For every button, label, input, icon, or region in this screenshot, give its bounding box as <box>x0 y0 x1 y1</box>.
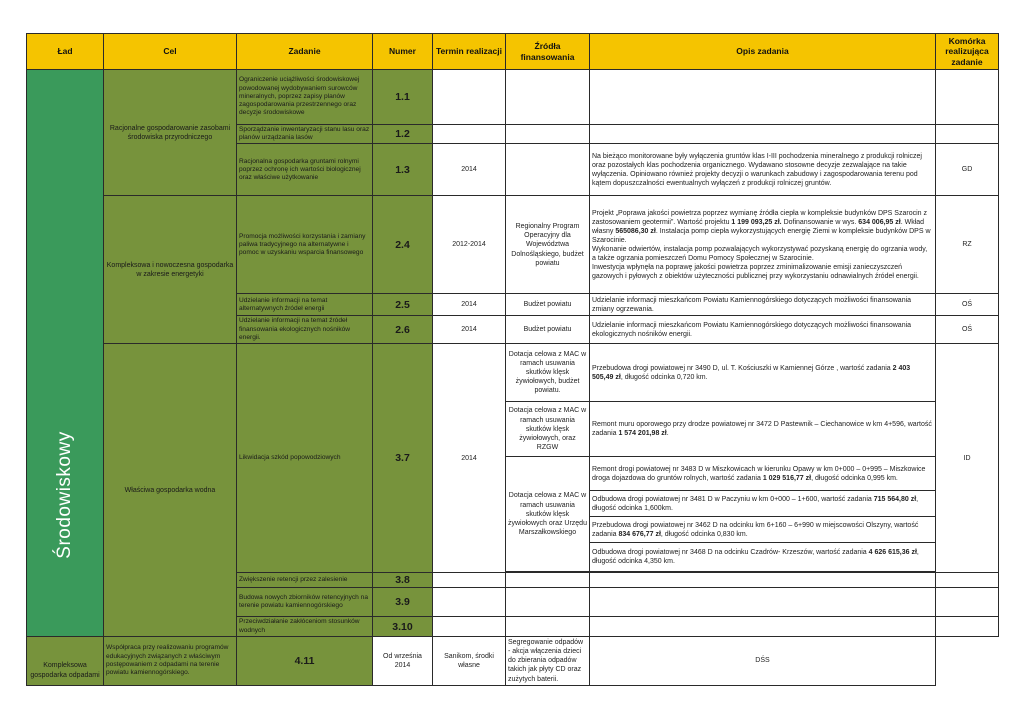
numer-cell: 3.8 <box>373 573 433 588</box>
zrodla-cell: Sanikom, środki własne <box>433 637 506 685</box>
zadanie-cell: Budowa nowych zbiorników retencyjnych na terenie powiatu kamiennogórskiego <box>237 588 373 617</box>
numer-cell: 1.2 <box>373 125 433 144</box>
komorka-cell <box>936 588 999 617</box>
numer-cell: 4.11 <box>237 637 373 685</box>
numer-cell: 2.5 <box>373 294 433 316</box>
opis-cell: Odbudowa drogi powiatowej nr 3468 D na odcinku Czadrów- Krzeszów, wartość zadania 4 626 615,36 zł, długość odcinka 4,350 km. <box>590 543 936 572</box>
header-numer: Numer <box>373 34 433 70</box>
lad-cell <box>27 70 104 637</box>
zadanie-cell: Zwiększenie retencji przez zalesienie <box>237 573 373 588</box>
numer-cell: 1.1 <box>373 70 433 125</box>
opis-cell: Na bieżąco monitorowane były wyłączenia gruntów klas I-III pochodzenia mineralnego z produkcji rolniczej oraz pozostałych klas pochodzenia organicznego. Wydawano stosowne decyzje zezwalające na takie wyłączenia. Opiniowano również projekty decyzji o warunkach zabudowy i zagospodarowania terenu pod kątem dopuszczalności ewentualnych wyłączeń z produkcji rolniczej gruntów. <box>590 144 936 196</box>
opis-cell: Odbudowa drogi powiatowej nr 3481 D w Paczyniu w km 0+000 – 1+600, wartość zadania 715 564,80 zł, długość odcinka 1,600km. <box>590 491 936 517</box>
komorka-cell: OŚ <box>936 294 999 316</box>
opis-cell: Projekt „Poprawa jakości powietrza poprzez wymianę źródła ciepła w kompleksie budynków DPS Szarocin z zastosowaniem geotermii”. Wartość projektu 1 199 093,25 zł. Dofinansowanie w wys. 634 006,95 zł. Wkład własny 565086,30 zł. Instalacja pomp ciepła wykorzystujących energię Ziemi w kompleksie budynków DPS w Szarocinie. Wykonanie odwiertów, instalacja pomp pozwalających wykorzystywać pozyskaną energię do ogrzania wody, a także ogrzania pomieszczeń Domu Pomocy Społecznej w Szarocinie. Inwestycja wpłynęła na poprawę jakości powietrza poprzez zminimalizowanie emisji zanieczyszczeń gazowych i pyłowych z obiektów użyteczności publicznej przy wykorzystaniu odnawialnych źródeł energii. <box>590 196 936 294</box>
numer-cell: 1.3 <box>373 144 433 196</box>
termin-cell <box>433 125 506 144</box>
zrodla-cell: Budżet powiatu <box>506 316 590 344</box>
komorka-cell <box>936 70 999 125</box>
lad-label: Środowiskowy <box>54 431 75 559</box>
zadanie-cell: Udzielanie informacji na temat źródeł finansowania ekologicznych nośników energii. <box>237 316 373 344</box>
termin-cell <box>433 70 506 125</box>
termin-cell <box>433 588 506 617</box>
zadanie-cell: Sporządzanie inwentaryzacji stanu lasu oraz planów urządzania lasów <box>237 125 373 144</box>
zrodla-cell: Dotacja celowa z MAC w ramach usuwania skutków klęsk żywiołowych, budżet powiatu. <box>506 344 590 402</box>
header-komorka: Komórka realizująca zadanie <box>936 34 999 70</box>
termin-cell: 2012-2014 <box>433 196 506 294</box>
tasks-table <box>26 33 999 686</box>
opis-cell: Remont drogi powiatowej nr 3483 D w Miszkowicach w kierunku Opawy w km 0+000 – 0+995 – Miszkowice droga dojazdowa do gruntów rolnych, wartość zadania 1 029 516,77 zł, długość odcinka 0,995 km. <box>590 457 936 491</box>
cel-cell: Właściwa gospodarka wodna <box>104 344 237 637</box>
zrodla-cell: Budżet powiatu <box>506 294 590 316</box>
komorka-cell: RZ <box>936 196 999 294</box>
komorka-cell: ID <box>936 344 999 573</box>
zadanie-cell: Racjonalna gospodarka gruntami rolnymi poprzez ochronę ich wartości biologicznej oraz właściwe użytkowanie <box>237 144 373 196</box>
header-zadanie: Zadanie <box>237 34 373 70</box>
numer-cell: 3.7 <box>373 344 433 573</box>
opis-cell: Przebudowa drogi powiatowej nr 3490 D, ul. T. Kościuszki w Kamiennej Górze , wartość zadania 2 403 505,49 zł, długość odcinka 0,720 km. <box>590 344 936 402</box>
header-zrodla: Źródła finansowania <box>506 34 590 70</box>
zadanie-cell: Ograniczenie uciążliwości środowiskowej powodowanej wydobywaniem surowców mineralnych, poprzez zapisy planów zagospodarowania przestrzennego oraz decyzje środowiskowe <box>237 70 373 125</box>
termin-cell <box>433 573 506 588</box>
termin-cell: 2014 <box>433 144 506 196</box>
cel-cell: Racjonalne gospodarowanie zasobami środowiska przyrodniczego <box>104 70 237 196</box>
opis-cell: Udzielanie informacji mieszkańcom Powiatu Kamiennogórskiego dotyczących możliwości finansowania ekologicznych nośników energii. <box>590 316 936 344</box>
zrodla-cell <box>506 125 590 144</box>
opis-cell: Remont muru oporowego przy drodze powiatowej nr 3472 D Pastewnik – Ciechanowice w km 4+596, wartość zadania 1 574 201,98 zł. <box>590 402 936 457</box>
table-row <box>27 196 999 294</box>
zrodla-cell <box>506 573 590 588</box>
komorka-cell: DŚS <box>590 637 936 685</box>
numer-cell: 2.6 <box>373 316 433 344</box>
termin-cell: 2014 <box>433 294 506 316</box>
zrodla-cell <box>506 144 590 196</box>
zadanie-cell: Promocja możliwości korzystania i zamiany paliwa tradycyjnego na alternatywne i pomoc w uzyskaniu wsparcia finansowego <box>237 196 373 294</box>
zadanie-cell: Likwidacja szkód popowodziowych <box>237 344 373 573</box>
opis-cell <box>590 588 936 617</box>
opis-cell <box>590 70 936 125</box>
opis-cell: Segregowanie odpadów - akcja włączenia dzieci do zbierania odpadów takich jak płyty CD oraz zużytych baterii. <box>506 637 590 685</box>
termin-cell: 2014 <box>433 316 506 344</box>
header-cel: Cel <box>104 34 237 70</box>
table-row <box>27 637 999 685</box>
cel-cell: Kompleksowa gospodarka odpadami <box>27 637 104 685</box>
komorka-cell <box>936 125 999 144</box>
zrodla-cell <box>506 588 590 617</box>
termin-cell <box>433 617 506 637</box>
zrodla-cell <box>506 617 590 637</box>
opis-cell <box>590 125 936 144</box>
termin-cell: Od września 2014 <box>373 637 433 685</box>
zrodla-cell: Dotacja celowa z MAC w ramach usuwania skutków klęsk żywiołowych oraz Urzędu Marszałkowskiego <box>506 457 590 572</box>
opis-cell <box>590 573 936 588</box>
header-termin: Termin realizacji <box>433 34 506 70</box>
numer-cell: 3.10 <box>373 617 433 637</box>
zrodla-cell: Regionalny Program Operacyjny dla Województwa Dolnośląskiego, budżet powiatu <box>506 196 590 294</box>
opis-cell: Udzielanie informacji mieszkańcom Powiatu Kamiennogórskiego dotyczących możliwości finansowania zmiany ogrzewania. <box>590 294 936 316</box>
table-row <box>27 70 999 125</box>
header-opis: Opis zadania <box>590 34 936 70</box>
opis-cell: Przebudowa drogi powiatowej nr 3462 D na odcinku km 6+160 – 6+990 w miejscowości Olszyny, wartość zadania 834 676,77 zł, długość odcinka 0,830 km. <box>590 517 936 543</box>
header-row <box>27 34 999 70</box>
zadanie-cell: Przeciwdziałanie zakłóceniom stosunków wodnych <box>237 617 373 637</box>
zadanie-cell: Udzielanie informacji na temat alternatywnych źródeł energii <box>237 294 373 316</box>
komorka-cell <box>936 573 999 588</box>
table-row <box>27 344 999 402</box>
numer-cell: 2.4 <box>373 196 433 294</box>
numer-cell: 3.9 <box>373 588 433 617</box>
header-lad: Ład <box>27 34 104 70</box>
zrodla-cell: Dotacja celowa z MAC w ramach usuwania skutków klęsk żywiołowych, oraz RZGW <box>506 402 590 457</box>
komorka-cell: GD <box>936 144 999 196</box>
komorka-cell: OŚ <box>936 316 999 344</box>
zrodla-cell <box>506 70 590 125</box>
zadanie-cell: Współpraca przy realizowaniu programów edukacyjnych związanych z właściwym postępowaniem z odpadami na terenie powiatu kamiennogórskiego. <box>104 637 237 685</box>
opis-cell <box>590 617 936 637</box>
cel-cell: Kompleksowa i nowoczesna gospodarka w zakresie energetyki <box>104 196 237 344</box>
termin-cell: 2014 <box>433 344 506 573</box>
komorka-cell <box>936 617 999 637</box>
